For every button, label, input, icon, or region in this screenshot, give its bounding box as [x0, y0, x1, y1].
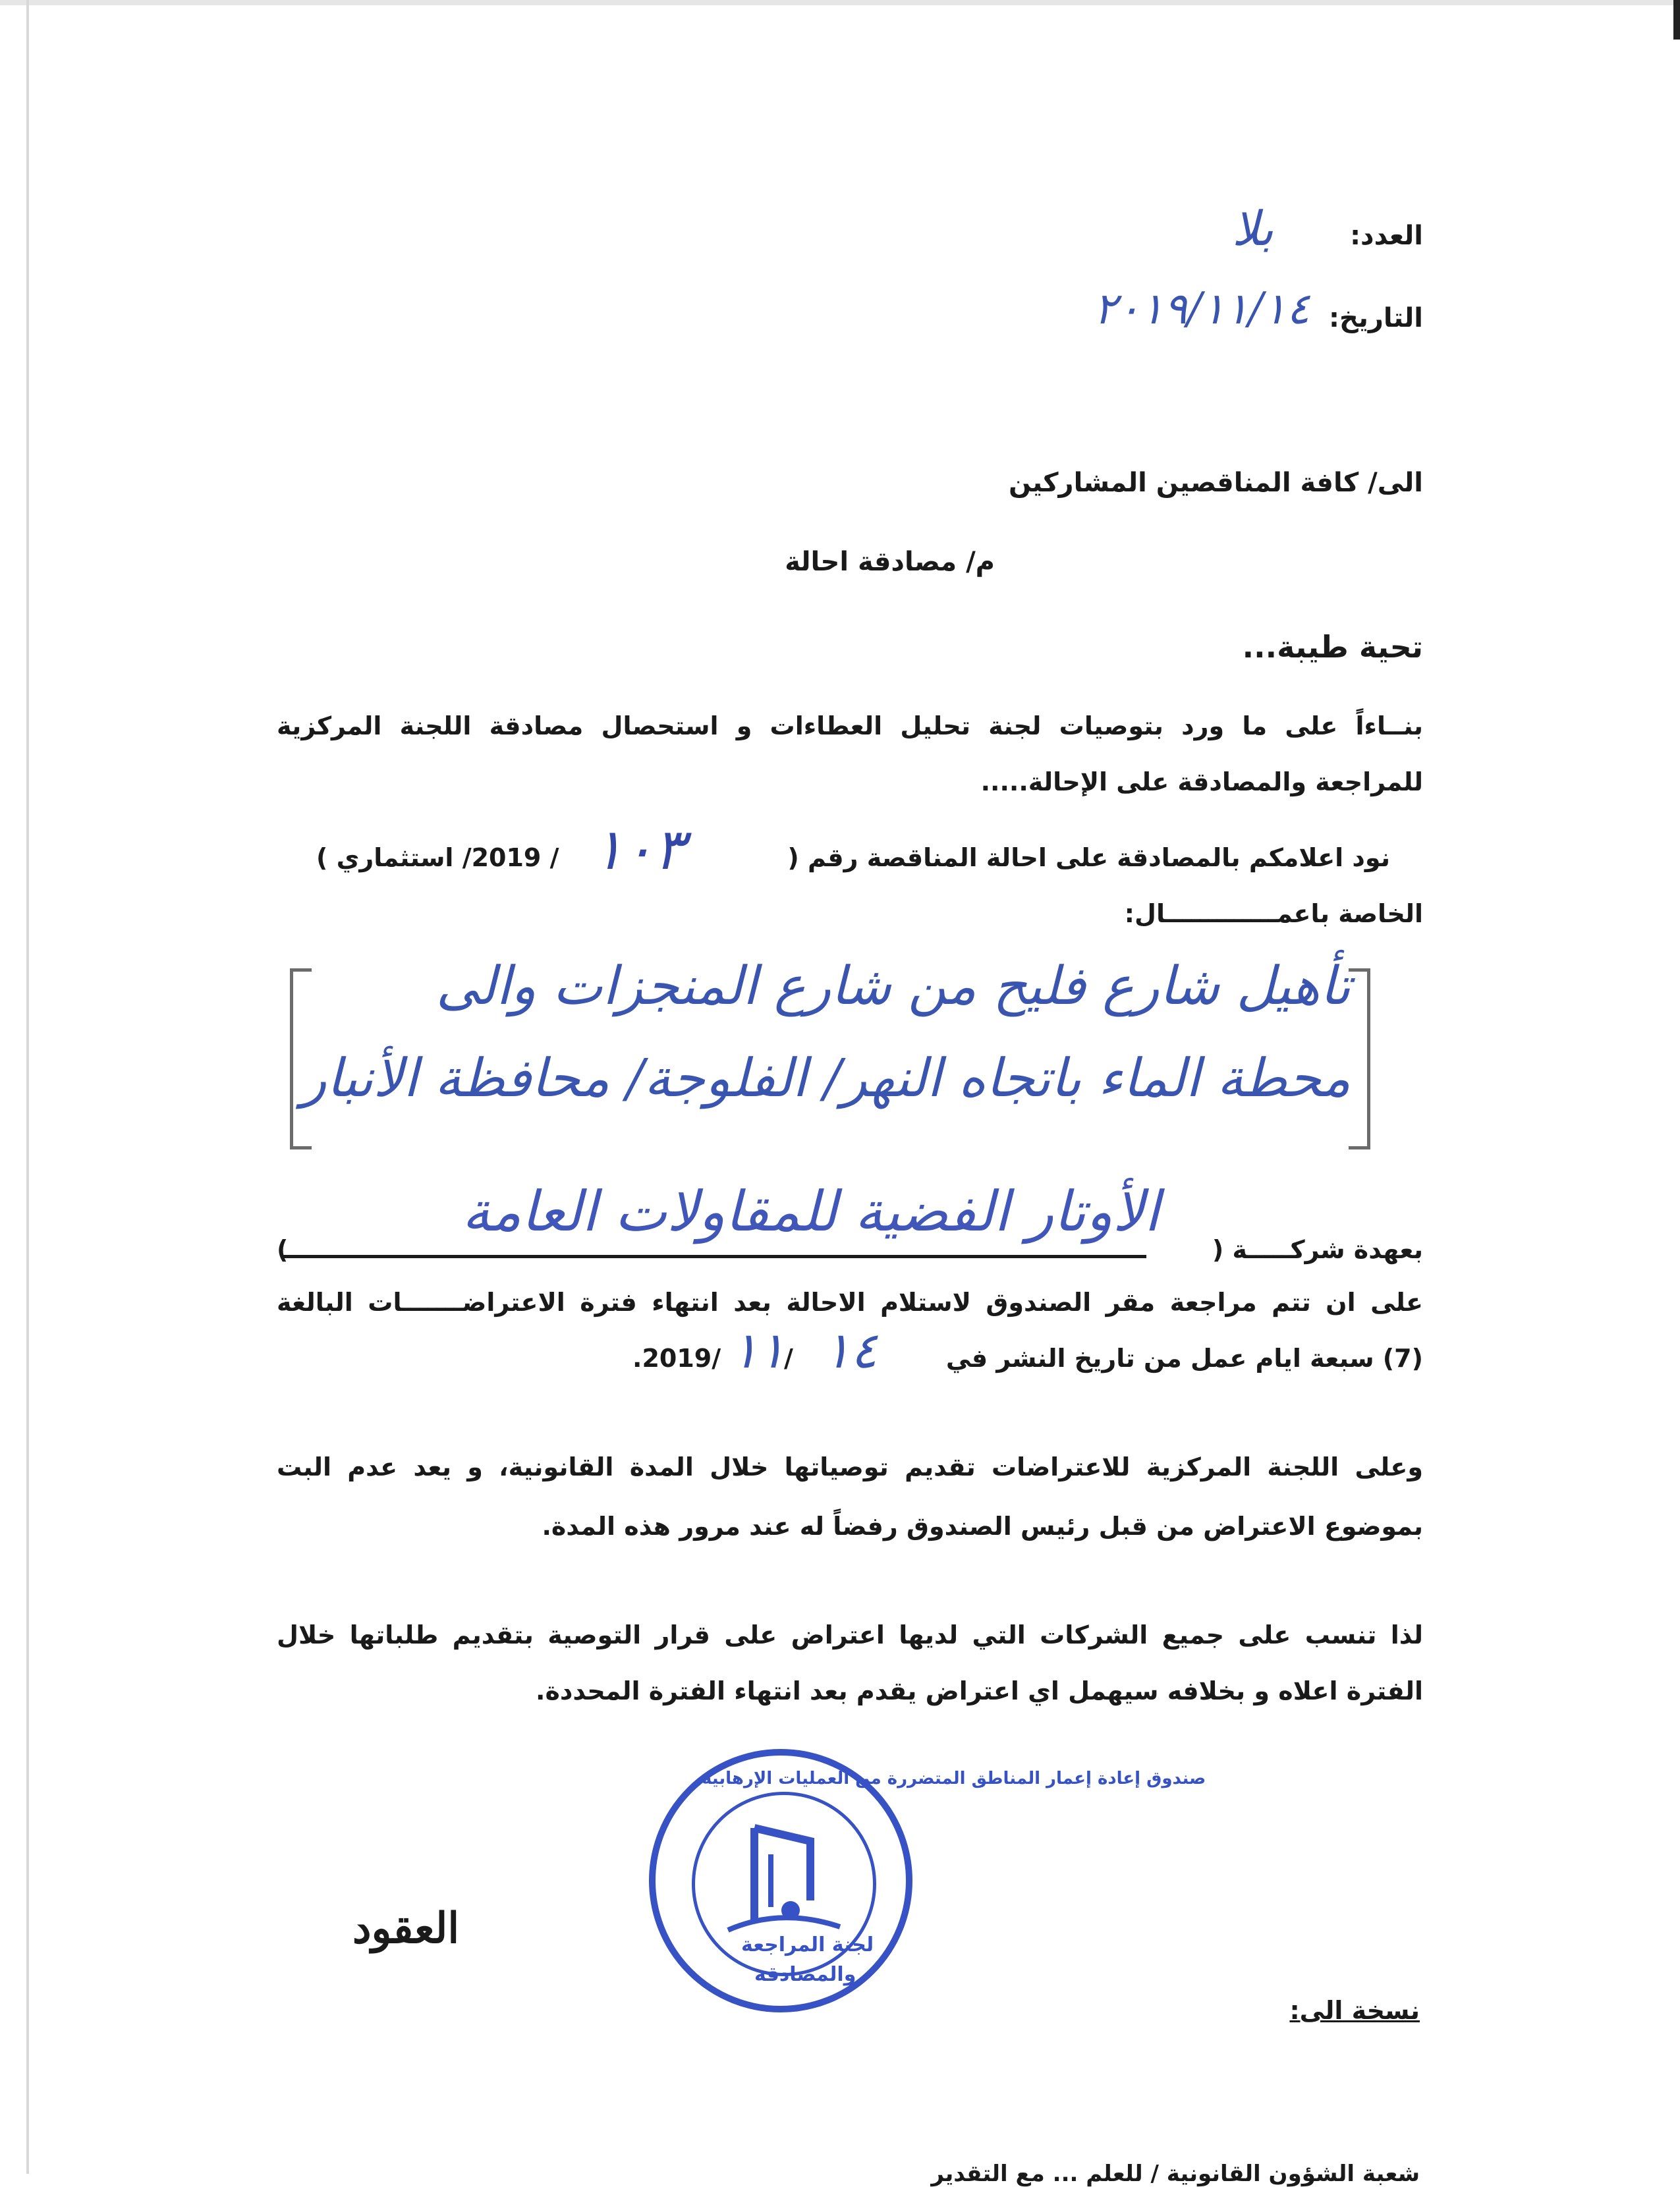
publication-year: /2019. [632, 1344, 721, 1373]
paragraph-line: لذا تنسب على جميع الشركات التي لديها اعتراض على قرار التوصية بتقديم طلباتها خلال [277, 1620, 1423, 1649]
company-close: ) [277, 1235, 289, 1264]
company-name: الأوتار الفضية للمقاولات العامة [462, 1179, 1160, 1244]
signature-department: العقود [352, 1904, 460, 1953]
scan-edge [26, 0, 29, 2174]
paragraph-line: الفترة اعلاه و بخلافه سيهمل اي اعتراض يقدم بعد انتهاء الفترة المحددة. [536, 1676, 1423, 1705]
stamp-outer-text: صندوق إعادة إعمار المناطق المتضررة من العمليات الإرهابية [702, 1769, 1206, 1788]
copy-recipient-line: شعبة الشؤون القانونية / للعلم ... مع التقدير [931, 2161, 1420, 2187]
company-label: بعهدة شركـــــة ( [1212, 1235, 1423, 1264]
scan-edge [1673, 0, 1680, 40]
works-description-line: تأهيل شارع فليح من شارع المنجزات والى [435, 955, 1351, 1016]
paragraph-line: للمراجعة والمصادقة على الإحالة..... [980, 767, 1423, 796]
scan-edge [0, 0, 1680, 5]
date-value: ٢٠١٩/١١/١٤ [1094, 283, 1310, 334]
greeting: تحية طيبة... [1242, 629, 1423, 665]
paragraph-line: بموضوع الاعتراض من قبل رئيس الصندوق رفضاً له عند مرور هذه المدة. [542, 1512, 1423, 1541]
official-stamp [649, 1749, 1206, 2012]
publication-day: ١٤ [824, 1321, 878, 1379]
stamp-inner-text: لجنة المراجعة [741, 1933, 874, 1956]
works-label: الخاصة باعمـــــــــــــال: [1124, 899, 1423, 928]
number-value: بلا [1232, 201, 1274, 256]
tender-number: ١٠٣ [593, 817, 685, 883]
copy-to-label: نسخة الى: [1289, 1996, 1420, 2025]
number-label: العدد: [1350, 221, 1423, 251]
subject: م/ مصادقة احالة [785, 547, 995, 577]
stamp-inner-text: والمصادقة [754, 1963, 856, 1986]
date-separator: / [784, 1344, 793, 1373]
bracket-right [1349, 968, 1370, 1149]
paragraph-line: وعلى اللجنة المركزية للاعتراضات تقديم توصياتها خلال المدة القانونية، و يعد عدم البت [277, 1453, 1423, 1481]
paragraph-line: بنــاءاً على ما ورد بتوصيات لجنة تحليل العطاءات و استحصال مصادقة اللجنة المركزية [277, 711, 1423, 740]
paragraph-line: (7) سبعة ايام عمل من تاريخ النشر في [945, 1344, 1423, 1373]
tender-line-b: / 2019/ استثماري ) [316, 843, 559, 872]
company-underline [283, 1255, 1146, 1258]
publication-month: ١١ [731, 1321, 785, 1379]
paragraph-line: على ان تتم مراجعة مقر الصندوق لاستلام الاحالة بعد انتهاء فترة الاعتراضـــــــات البالغة [277, 1288, 1423, 1317]
recipient: الى/ كافة المناقصين المشاركين [1008, 468, 1423, 498]
date-label: التاريخ: [1329, 303, 1423, 333]
tender-line-a: نود اعلامكم بالمصادقة على احالة المناقصة رقم ( [787, 843, 1390, 872]
works-description-line: محطة الماء باتجاه النهر/ الفلوجة/ محافظة الأنبار [300, 1047, 1351, 1109]
